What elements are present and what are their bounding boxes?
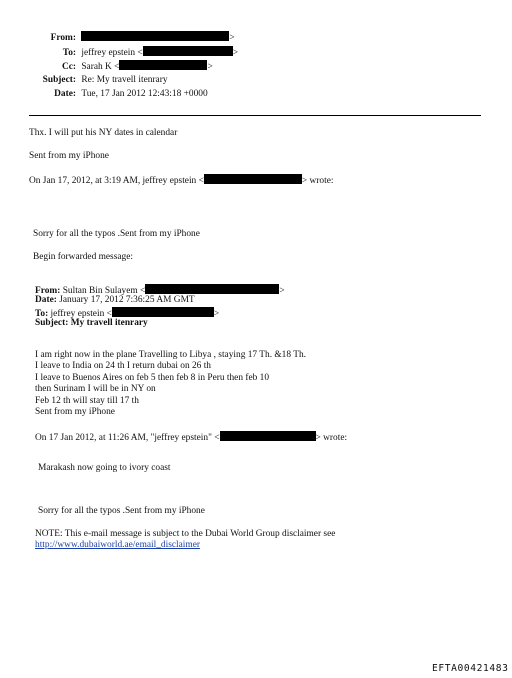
fwd-to-row <box>35 307 285 318</box>
date-value: Tue, 17 Jan 2012 12:43:18 +0000 <box>81 89 208 100</box>
fwd-to-label: To: <box>35 308 49 319</box>
fwd-subject-label: Subject: <box>35 318 69 329</box>
attribution-suffix: > wrote: <box>301 176 334 186</box>
fwd-subject-row <box>35 318 285 329</box>
message-line: I leave to India on 24 th I return dubai on 26 th <box>35 361 211 372</box>
header-to-row <box>0 46 512 61</box>
header-divider <box>29 115 481 116</box>
typos-note: Sorry for all the typos .Sent from my iPhone <box>33 229 200 239</box>
from-value <box>81 31 234 44</box>
fwd-to-close: > <box>213 308 220 319</box>
begin-forwarded: Begin forwarded message: <box>33 252 133 262</box>
fwd-date-label: Date: <box>35 295 57 306</box>
redaction-block <box>143 46 233 56</box>
fwd-subject-value: My travell itenrary <box>70 318 148 329</box>
header-date-row <box>0 89 512 104</box>
marakash-text: Marakash now going to ivory coast <box>38 463 171 473</box>
disclaimer-link[interactable] <box>35 540 200 551</box>
message-body <box>35 350 306 418</box>
subject-value: Re: My travell itenrary <box>81 74 168 85</box>
disclaimer-note: NOTE: This e-mail message is subject to the Dubai World Group disclaimer see <box>35 529 336 539</box>
redaction-block <box>220 431 316 441</box>
subject-label: Subject: <box>42 74 76 85</box>
attribution-prefix: On Jan 17, 2012, at 3:19 AM, jeffrey epstein < <box>29 176 204 186</box>
cc-label: Cc: <box>61 62 76 73</box>
email-header <box>0 31 512 104</box>
fwd-from-close: > <box>279 286 285 296</box>
cc-name: Sarah K < <box>81 62 120 73</box>
from-label: From: <box>50 33 76 43</box>
redaction-block <box>112 307 214 317</box>
from-close: > <box>229 33 235 43</box>
cc-value <box>81 60 212 73</box>
sent-from-iphone: Sent from my iPhone <box>29 151 109 161</box>
redaction-block <box>81 31 229 41</box>
fwd-from-row <box>35 284 285 295</box>
header-subject-row <box>0 75 512 90</box>
bates-number: EFTA00421483 <box>432 663 509 674</box>
forwarded-header <box>35 284 285 330</box>
to-name: jeffrey epstein < <box>81 47 143 58</box>
header-cc-row <box>0 60 512 75</box>
redaction-block <box>204 174 302 184</box>
message-line: Feb 12 th will stay till 17 th <box>35 395 139 406</box>
fwd-to-value: jeffrey epstein < <box>50 308 112 319</box>
message-line: I leave to Buenos Aires on feb 5 then feb 8 in Peru then feb 10 <box>35 372 270 383</box>
message-line: then Surinam I will be in NY on <box>35 384 156 395</box>
message-line: Sent from my iPhone <box>35 407 115 418</box>
date-label: Date: <box>54 89 76 100</box>
quote-attribution-2 <box>35 431 347 444</box>
typos-note-2: Sorry for all the typos .Sent from my iPhone <box>38 506 205 516</box>
to-value <box>81 46 238 59</box>
redaction-block <box>145 284 279 294</box>
reply-text: Thx. I will put his NY dates in calendar <box>29 128 178 138</box>
to-close: > <box>232 47 238 58</box>
fwd-date-value: January 17, 2012 7:36:25 AM GMT <box>59 295 195 306</box>
attribution-suffix: > wrote: <box>315 433 348 443</box>
attribution-prefix: On 17 Jan 2012, at 11:26 AM, "jeffrey epstein" < <box>35 433 220 443</box>
message-line: I am right now in the plane Travelling to Libya , staying 17 Th. &18 Th. <box>35 350 306 360</box>
cc-close: > <box>207 62 213 73</box>
quote-attribution <box>29 174 333 187</box>
redaction-block <box>119 60 207 70</box>
fwd-from-label: From: <box>35 286 61 296</box>
fwd-date-row <box>35 295 285 306</box>
to-label: To: <box>62 47 76 58</box>
fwd-from-value: Sultan Bin Sulayem < <box>62 286 146 296</box>
disclaimer-link-text[interactable]: http://www.dubaiworld.ae/email_disclaimer <box>35 540 200 550</box>
header-from-row <box>0 31 512 46</box>
